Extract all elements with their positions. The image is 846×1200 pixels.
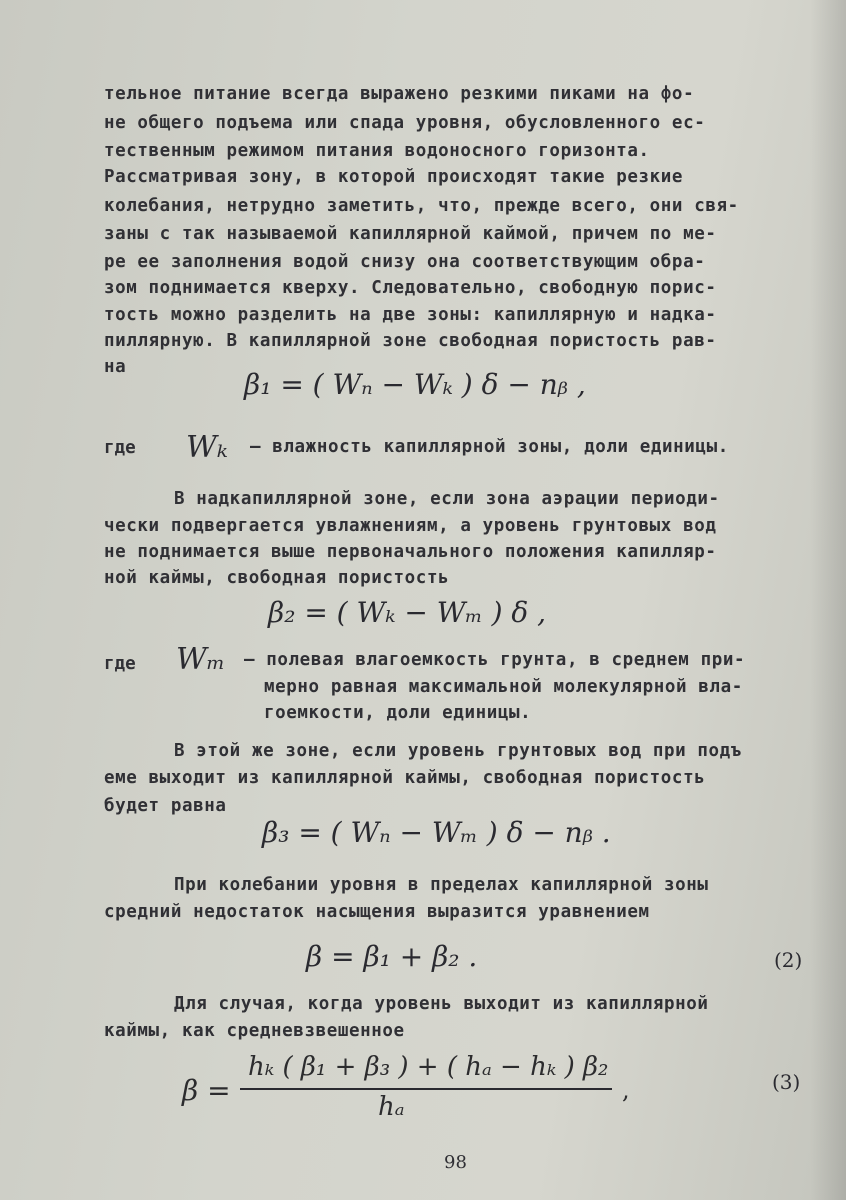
text-line: тость можно разделить на две зоны: капиллярную и надка- — [104, 305, 717, 325]
text-line: В этой же зоне, если уровень грунтовых вод при подъ — [174, 741, 742, 761]
text-line: Рассматривая зону, в которой происходят такие резкие — [104, 167, 684, 187]
text-line: еме выходит из капиллярной каймы, свободная пористость — [104, 768, 706, 788]
where-label: где — [104, 654, 136, 674]
formula-denominator: hₐ — [378, 1092, 405, 1122]
definition-text: мерно равная максимальной молекулярной вла- — [264, 677, 743, 697]
page-number: 98 — [444, 1152, 467, 1173]
formula-beta2: β₂ = ( Wₖ − Wₘ ) δ , — [268, 596, 547, 629]
text-line: заны с так называемой капиллярной каймой, причем по ме- — [104, 224, 717, 244]
variable-wk: Wₖ — [186, 430, 228, 465]
text-line: колебания, нетрудно заметить, что, прежде всего, они свя- — [104, 196, 739, 216]
text-line: При колебании уровня в пределах капиллярной зоны — [174, 875, 709, 895]
text-line: средний недостаток насыщения выразится уравнением — [104, 902, 650, 922]
text-line: ре ее заполнения водой снизу она соответствующим обра- — [104, 252, 706, 272]
text-line: Для случая, когда уровень выходит из капиллярной — [174, 994, 709, 1014]
formula-beta1: β₁ = ( Wₙ − Wₖ ) δ − nᵦ , — [244, 368, 586, 401]
text-line: В надкапиллярной зоне, если зона аэрации периоди- — [174, 489, 720, 509]
equation-number: (3) — [772, 1070, 801, 1094]
formula-lhs: β = — [182, 1074, 231, 1107]
text-line: будет равна — [104, 796, 227, 816]
definition-text: – влажность капиллярной зоны, доли единицы. — [250, 437, 729, 457]
text-line: на — [104, 357, 127, 377]
definition-text: – полевая влагоемкость грунта, в среднем при- — [244, 650, 746, 670]
definition-text: гоемкости, доли единицы. — [264, 703, 532, 723]
text-line: не общего подъема или спада уровня, обусловленного ес- — [104, 113, 706, 133]
variable-wm: Wₘ — [176, 642, 226, 677]
text-line: ной каймы, свободная пористость — [104, 568, 450, 588]
formula-numerator: hₖ ( β₁ + β₃ ) + ( hₐ − hₖ ) β₂ — [248, 1052, 609, 1082]
text-line: каймы, как средневзвешенное — [104, 1021, 405, 1041]
formula-beta-sum: β = β₁ + β₂ . — [306, 940, 478, 973]
equation-number: (2) — [774, 948, 803, 972]
formula-weighted-average — [182, 1052, 630, 1132]
formula-comma: , — [622, 1076, 630, 1104]
text-line: зом поднимается кверху. Следовательно, свободную порис- — [104, 278, 717, 298]
text-line: пиллярную. В капиллярной зоне свободная пористость рав- — [104, 331, 717, 351]
fraction-bar — [240, 1088, 612, 1090]
text-line: тельное питание всегда выражено резкими пиками на фо- — [104, 84, 695, 104]
text-line: не поднимается выше первоначального положения капилляр- — [104, 542, 717, 562]
text-line: чески подвергается увлажнениям, а уровень грунтовых вод — [104, 516, 717, 536]
where-label: где — [104, 438, 136, 458]
text-line: тественным режимом питания водоносного горизонта. — [104, 141, 650, 161]
formula-beta3: β₃ = ( Wₙ − Wₘ ) δ − nᵦ . — [262, 816, 611, 849]
